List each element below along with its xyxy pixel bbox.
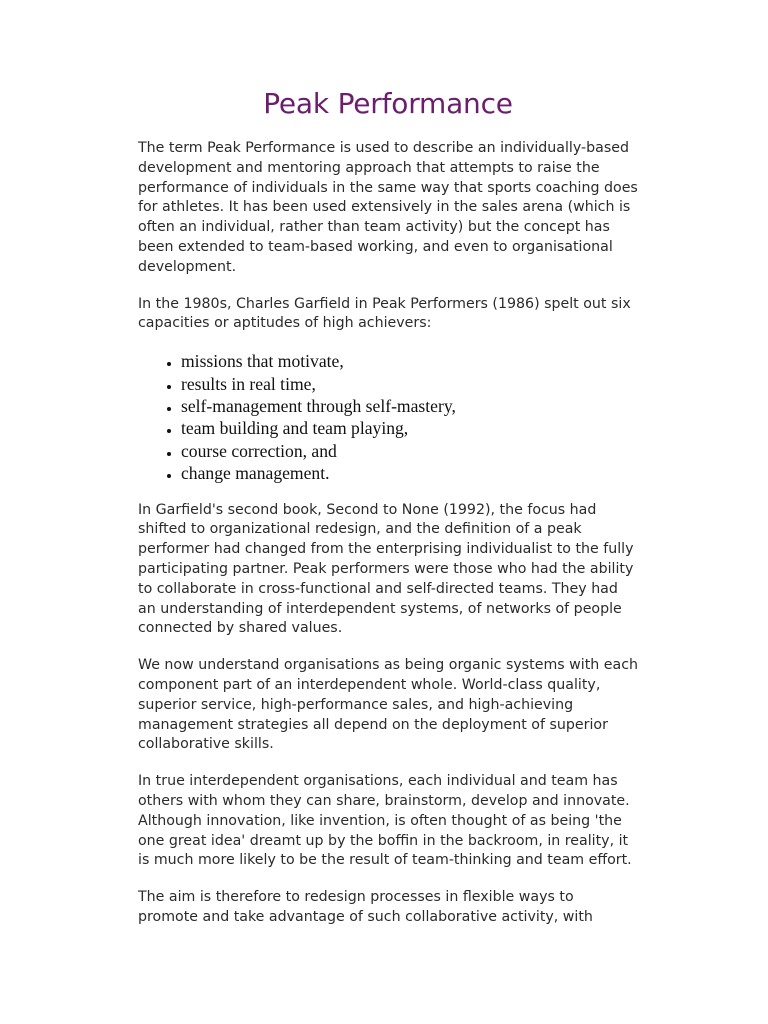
aim-paragraph: The aim is therefore to redesign processes in flexible ways to promote and take advantage of such collaborative activity, with bbox=[138, 889, 593, 925]
organisations-paragraph: We now understand organisations as being organic systems with each component part of an interdependent whole. World-class quality, superior service, high-performance sales, and high-achieving management strategies all depend on the deployment of superior collaborative skills. bbox=[138, 657, 638, 753]
capacities-list bbox=[138, 350, 638, 484]
intro-paragraph: The term Peak Performance is used to describe an individually-based development and mentoring approach that attempts to raise the performance of individuals in the same way that sports coaching does for athletes. It has been used extensively in the sales arena (which is often an individual, rather than team activity) but the concept has been extended to team-based working, and even to organisational development. bbox=[138, 140, 638, 275]
list-item: • results in real time, bbox=[181, 373, 638, 395]
list-item: • course correction, and bbox=[181, 440, 638, 462]
list-item: • change management. bbox=[181, 462, 638, 484]
list-item: • team building and team playing, bbox=[181, 417, 638, 439]
document-page bbox=[138, 0, 638, 928]
garfield-paragraph: In the 1980s, Charles Garfield in Peak Performers (1986) spelt out six capacities or aptitudes of high achievers: bbox=[138, 295, 631, 332]
list-item: • missions that motivate, bbox=[181, 350, 638, 372]
document-title: Peak Performance bbox=[263, 87, 513, 120]
interdependent-paragraph: In true interdependent organisations, each individual and team has others with whom they can share, brainstorm, develop and innovate. Although innovation, like invention, is often thought of as being 'the one great idea' dreamt up by the boffin in the backroom, in reality, it is much more likely to be the result of team-thinking and team effort. bbox=[138, 773, 632, 869]
list-item: • self-management through self-mastery, bbox=[181, 395, 638, 417]
second-book-paragraph: In Garfield's second book, Second to None (1992), the focus had shifted to organizational redesign, and the definition of a peak performer had changed from the enterprising individualist to the fully participating partner. Peak performers were those who had the ability to collaborate in cross-functional and self-directed teams. They had an understanding of interdependent systems, of networks of people connected by shared values. bbox=[138, 501, 634, 637]
